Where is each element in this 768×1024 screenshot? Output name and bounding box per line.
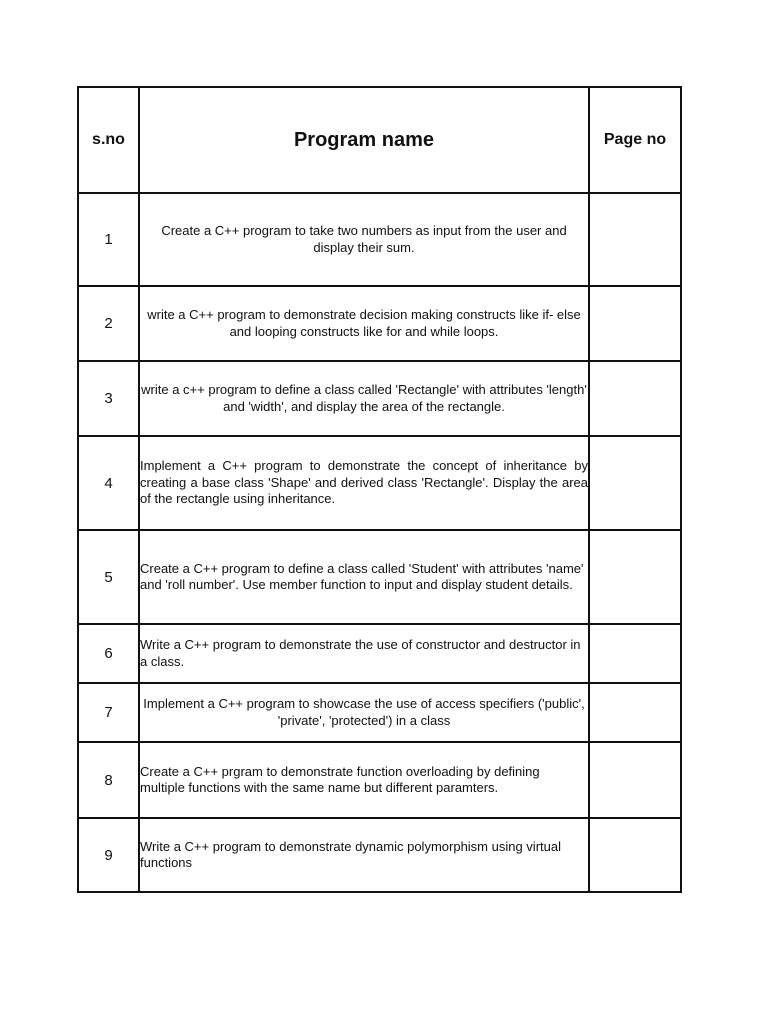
row-page-no: [589, 361, 681, 436]
table-row: [78, 530, 681, 624]
row-sno: 7: [78, 683, 139, 742]
row-program-name: Implement a C++ program to demonstrate the concept of inheritance by creating a base class 'Shape' and derived class 'Rectangle'. Display the area of the rectangle using inheritance.: [139, 436, 589, 530]
row-program-name: Write a C++ program to demonstrate dynamic polymorphism using virtual functions: [139, 818, 589, 892]
program-index-table: [77, 86, 682, 893]
row-program-name: write a c++ program to define a class called 'Rectangle' with attributes 'length' and 'width', and display the area of the rectangle.: [139, 361, 589, 436]
row-program-name: Create a C++ program to define a class called 'Student' with attributes 'name' and 'roll number'. Use member function to input and display student details.: [139, 530, 589, 624]
table-row: [78, 742, 681, 818]
row-sno: 1: [78, 193, 139, 286]
header-program-name: Program name: [139, 87, 589, 193]
row-page-no: [589, 530, 681, 624]
row-page-no: [589, 436, 681, 530]
table-row: [78, 624, 681, 683]
row-program-name: Create a C++ program to take two numbers as input from the user and display their sum.: [139, 193, 589, 286]
row-page-no: [589, 624, 681, 683]
table-row: [78, 683, 681, 742]
row-program-name: write a C++ program to demonstrate decision making constructs like if- else and looping constructs like for and while loops.: [139, 286, 589, 361]
row-sno: 6: [78, 624, 139, 683]
table-row: [78, 361, 681, 436]
table-header-row: [78, 87, 681, 193]
row-program-name: Implement a C++ program to showcase the use of access specifiers ('public', 'private', 'protected') in a class: [139, 683, 589, 742]
header-page-no: Page no: [589, 87, 681, 193]
row-program-name: Write a C++ program to demonstrate the use of constructor and destructor in a class.: [139, 624, 589, 683]
row-page-no: [589, 193, 681, 286]
row-sno: 8: [78, 742, 139, 818]
row-page-no: [589, 683, 681, 742]
table-row: [78, 193, 681, 286]
row-program-name: Create a C++ prgram to demonstrate function overloading by defining multiple functions with the same name but different paramters.: [139, 742, 589, 818]
table-row: [78, 818, 681, 892]
row-page-no: [589, 286, 681, 361]
header-sno: s.no: [78, 87, 139, 193]
row-sno: 4: [78, 436, 139, 530]
table-row: [78, 436, 681, 530]
row-sno: 3: [78, 361, 139, 436]
row-page-no: [589, 742, 681, 818]
row-sno: 2: [78, 286, 139, 361]
table-row: [78, 286, 681, 361]
row-sno: 5: [78, 530, 139, 624]
row-sno: 9: [78, 818, 139, 892]
row-page-no: [589, 818, 681, 892]
